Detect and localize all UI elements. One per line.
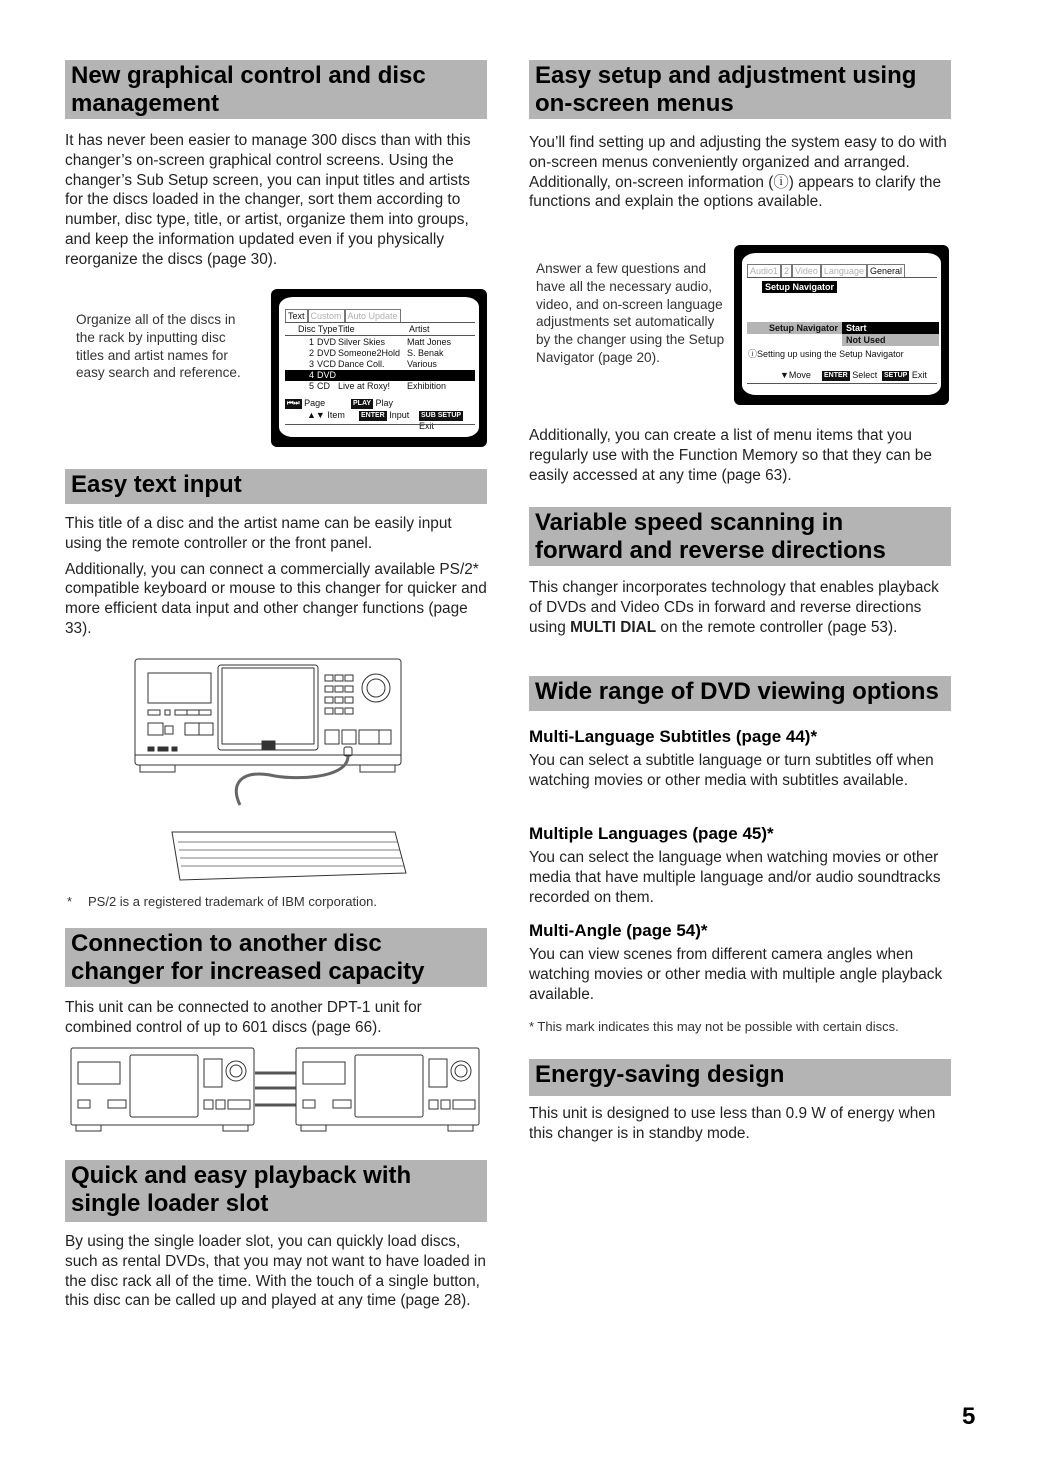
row-title: Dance Coll. [338,359,385,369]
col-title: Title [338,324,355,334]
legend-label: Exit [419,420,435,431]
legend-label: Select [852,370,878,380]
legend-exit [419,410,479,431]
legend-move [780,370,811,380]
heading-line: changer for increased capacity [71,958,425,985]
sub-setup-key-icon: SUB SETUP [421,411,462,419]
section-heading-connection [65,928,487,987]
text-run: This changer incorporates technology that enables playback of DVDs and Video CDs in forward and reverse directions using [529,579,939,636]
row-type: VCD [317,359,337,369]
enter-key-icon: ENTER [824,371,848,379]
heading-line: Variable speed scanning in [535,509,844,536]
subheading-subtitles: Multi-Language Subtitles (page 44)* [529,727,818,746]
text-run: on the remote controller (page 53). [656,618,898,636]
languages-body: You can select the language when watching movies or other media that have multiple language and/or audio soundtracks recorded on them. [529,849,941,906]
disc-note: * This mark indicates this may not be possible with certain discs. [529,1019,899,1034]
legend-select [822,370,877,381]
legend-page [285,398,325,409]
section-heading-easy-setup [529,60,951,119]
col-disc-type: Disc Type [298,324,338,334]
legend-label: Input [389,410,410,420]
paragraph: Additionally, you can connect a commercially available PS/2* compatible keyboard or mouse to this changer for quicker and more efficient data input and other changer functions (page 33). [65,560,487,637]
function-memory-body: Additionally, you can create a list of menu items that you regularly use with the Function Memory so that they can be easily accessed at any time (page 63). [529,427,932,484]
play-key-icon: PLAY [353,399,372,407]
row-type: DVD [317,337,337,347]
tab-general: General [867,264,905,277]
row-type: CD [317,381,330,391]
easy-setup-body: You’ll find setting up and adjusting the system easy to do with on-screen menus conveniently organized and arranged. Additionally, on-screen information (ⓘ) appears to clarify the functions and explain the options available. [529,134,947,211]
setup-navigator-screen [734,245,949,405]
subheading-multi-angle: Multi-Angle (page 54)* [529,921,708,940]
legend-play [351,398,393,409]
tab-audio2: 2 [781,264,792,277]
page-number: 5 [962,1403,976,1430]
linked-changers-illustration [68,1045,484,1135]
legend-label: Move [788,370,811,380]
down-arrow-icon: ▼ [780,370,789,380]
heading-line: New graphical control and disc [71,62,426,89]
foot [360,765,395,772]
screen-tabs [285,309,401,322]
row-num: 1 [309,337,315,347]
row-artist: Various [407,359,437,369]
ps2-footnote: PS/2 is a registered trademark of IBM corporation. [88,894,378,909]
heading-line: Easy setup and adjustment using [535,62,917,89]
changer-keyboard-illustration [130,655,410,885]
legend-label: Page [304,398,326,408]
row-type: DVD [317,370,337,380]
row-title: Silver Skies [338,337,386,347]
info-line [748,347,904,360]
text-input-body [65,514,490,645]
legend-input [359,410,409,421]
changer-unit-left [71,1048,254,1131]
dvd-logo [262,741,275,749]
option-start[interactable]: Start [842,322,939,334]
section-heading-graphical-control [65,60,487,119]
row-num: 3 [309,359,315,369]
setup-item-label: Setup Navigator [747,322,842,334]
section-heading-energy: Energy-saving design [529,1059,951,1096]
setup-title: Setup Navigator [762,281,837,293]
connection-body: This unit can be connected to another DPT-1 unit for combined control of up to 601 discs (page 66). [65,999,422,1036]
section-heading-variable-speed [529,507,951,566]
disc-management-screen [271,289,487,447]
section-heading-text-input: Easy text input [65,469,487,504]
tab-audio1: Audio1 [747,264,781,277]
setup-screen-caption: Answer a few questions and have all the necessary audio, video, and on-screen language adjustments set automatically by the changer using the Setup Navigator (page 20). [536,261,725,365]
row-artist: Matt Jones [407,337,452,347]
setup-key-icon: SETUP [884,371,908,379]
table-row [279,348,479,359]
legend-label: Item [327,410,345,420]
tab-text: Text [285,309,308,322]
connection-cables [255,1073,296,1105]
table-row [279,381,479,392]
legend-label: Exit [911,370,927,380]
option-not-used[interactable]: Not Used [842,334,939,346]
multi-angle-body: You can view scenes from different camera angles when watching movies or other media with multiple angle playback available. [529,946,943,1003]
single-loader-body: By using the single loader slot, you can quickly load discs, such as rental DVDs, that you may not want to have loaded in the disc rack all of the time. With the touch of a single button, this disc can be called up and played at any time (page 28). [65,1233,486,1310]
row-type: DVD [317,348,337,358]
row-num: 2 [309,348,315,358]
row-num: 5 [309,381,315,391]
heading-line: on-screen menus [535,90,734,117]
table-row [279,337,479,348]
heading-line: forward and reverse directions [535,537,886,564]
tab-video: Video [792,264,821,277]
changer-unit-right [296,1048,479,1131]
row-artist: S. Benak [407,348,444,358]
subtitles-body: You can select a subtitle language or turn subtitles off when watching movies or other media with subtitles available. [529,752,934,789]
energy-body: This unit is designed to use less than 0.9 W of energy when this changer is in standby mode. [529,1105,936,1142]
up-down-arrow-icon: ▲▼ [307,410,325,420]
legend-item [307,410,345,420]
legend-exit [882,370,927,381]
info-text: Setting up using the Setup Navigator [757,349,904,359]
keyboard [172,832,406,880]
setup-tabs [747,264,905,277]
row-title: Live at Roxy! [338,381,391,391]
row-artist: Exhibition [407,381,447,391]
paragraph: This title of a disc and the artist name can be easily input using the remote controller or the front panel. [65,515,452,552]
table-row [279,359,479,370]
heading-line: Quick and easy playback with [71,1162,412,1189]
variable-speed-body [529,578,954,637]
col-artist: Artist [409,324,430,334]
disc-screen-caption: Organize all of the discs in the rack by inputting disc titles and artist names for easy search and reference. [76,312,241,381]
info-icon: ⓘ [748,349,758,359]
row-num: 4 [309,370,315,380]
legend-label: Play [375,398,394,408]
row-title: Someone2Hold [338,348,401,358]
tab-custom: Custom [308,309,345,322]
heading-line: management [71,90,220,117]
section-heading-single-loader [65,1160,487,1222]
heading-line: Connection to another disc [71,930,382,957]
section-heading-dvd-options: Wide range of DVD viewing options [529,676,951,711]
tab-language: Language [821,264,867,277]
foot [140,765,175,772]
enter-key-icon: ENTER [361,411,385,419]
graphical-control-body: It has never been easier to manage 300 discs than with this changer’s on-screen graphical control screens. Using the changer’s Sub Setup screen, you can input titles and artists for the discs loaded in the changer, sort them according to number, disc type, title, or artist, organize them into groups, and keep the information updated even if you physically reorganize the discs (page 30). [65,132,471,268]
tab-auto-update: Auto Update [345,309,401,322]
heading-line: single loader slot [71,1190,269,1217]
skip-icon: ⏮⏭ [287,399,300,407]
table-row-selected [285,370,475,381]
footnote-mark: * [67,894,73,909]
subheading-languages: Multiple Languages (page 45)* [529,824,774,843]
multi-dial-label: MULTI DIAL [570,618,657,636]
